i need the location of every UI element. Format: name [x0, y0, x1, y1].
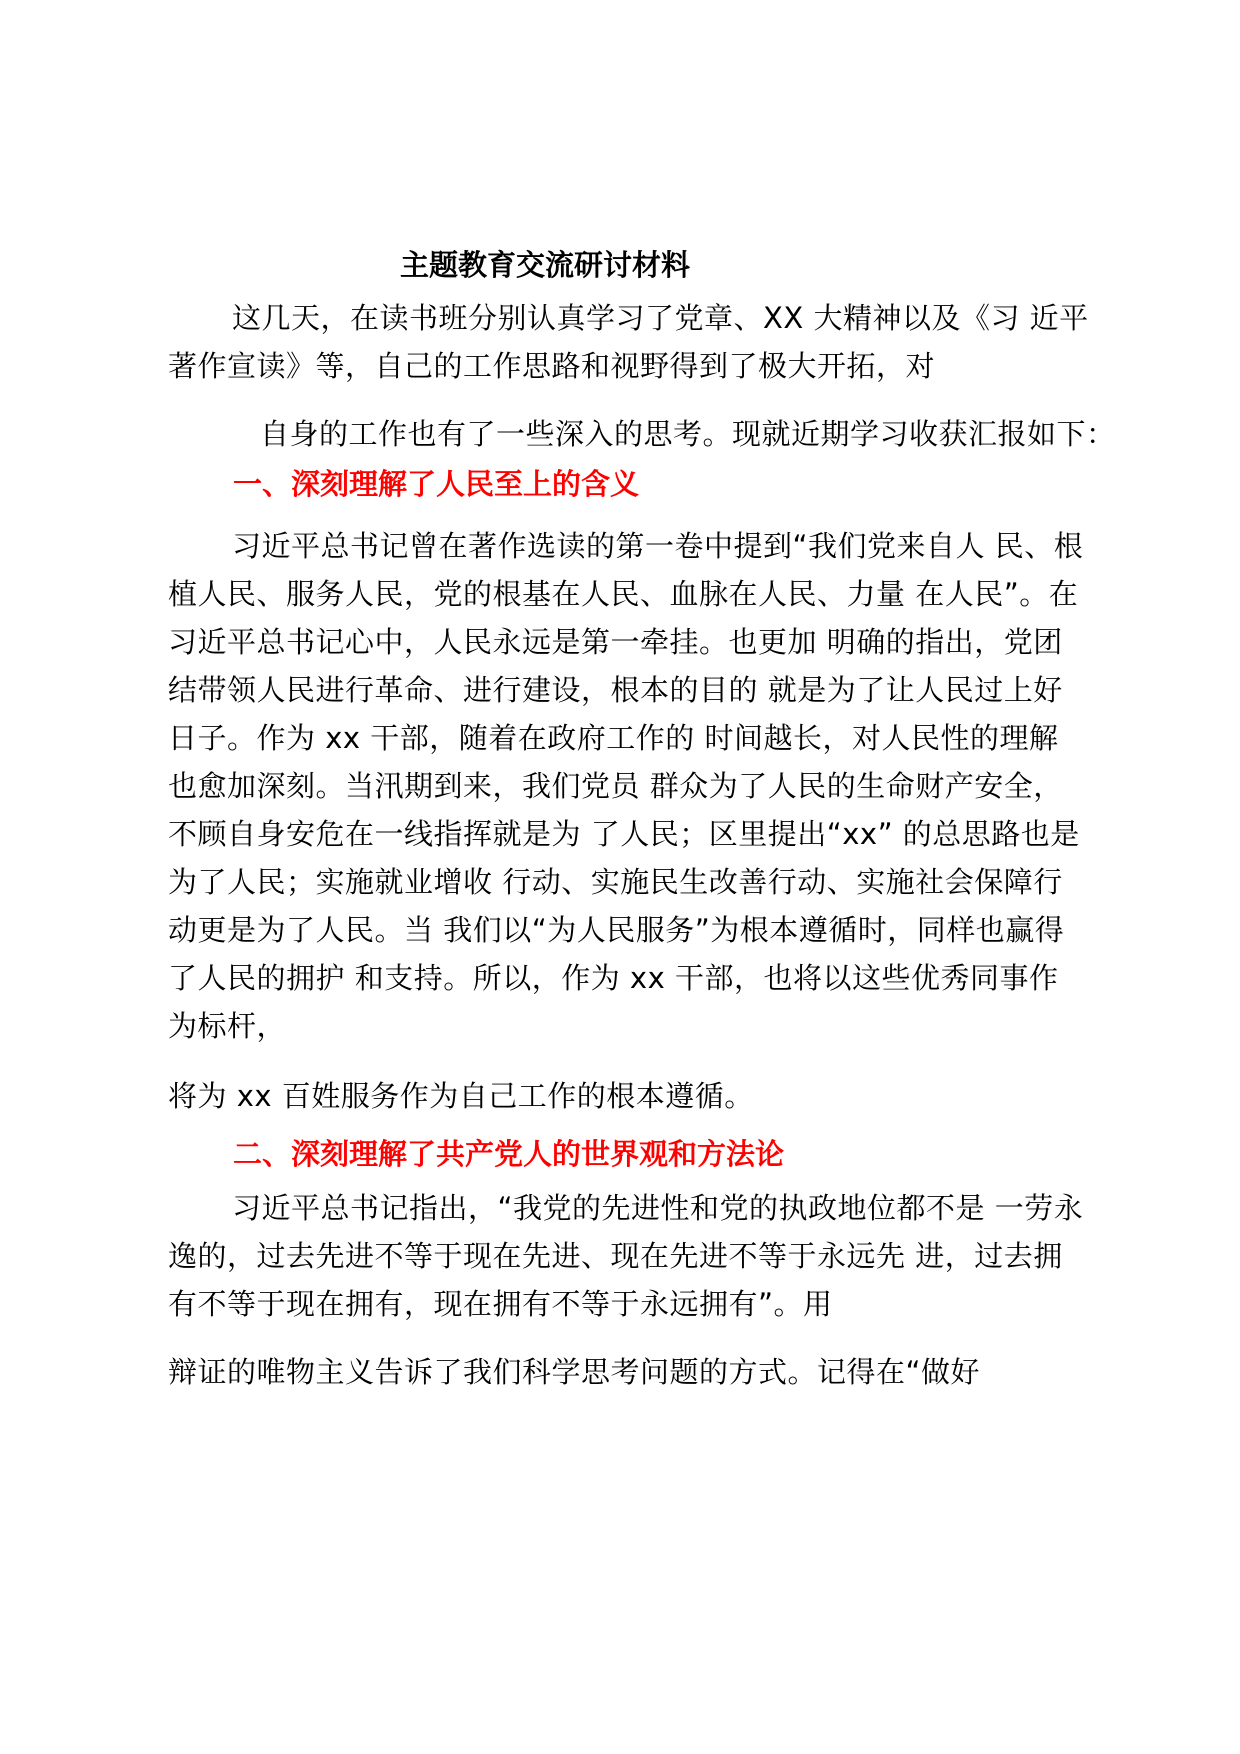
paragraph-closing: 将为 xx 百姓服务作为自己工作的根本遵循。	[168, 1079, 754, 1113]
paragraph-line: 习近平总书记曾在著作选读的第一卷中提到“我们党来自人 民、根	[232, 529, 1084, 563]
intro-line: 这几天，在读书班分别认真学习了党章、XX 大精神以及《习 近平	[232, 301, 1089, 335]
paragraph-line: 也愈加深刻。当汛期到来，我们党员 群众为了人民的生命财产安全，	[168, 769, 1063, 803]
paragraph-line: 不顾自身安危在一线指挥就是为 了人民；区里提出“xx” 的总思路也是	[168, 817, 1080, 851]
paragraph-line: 习近平总书记指出，“我党的先进性和党的执政地位都不是 一劳永	[232, 1191, 1084, 1225]
paragraph-line: 结带领人民进行革命、进行建设，根本的目的 就是为了让人民过上好	[168, 673, 1063, 707]
paragraph-closing: 辩证的唯物主义告诉了我们科学思考问题的方式。记得在“做好	[168, 1355, 981, 1389]
paragraph-line: 日子。作为 xx 干部，随着在政府工作的 时间越长，对人民性的理解	[168, 721, 1059, 755]
section-heading: 二、深刻理解了共产党人的世界观和方法论	[233, 1137, 785, 1171]
document-title: 主题教育交流研讨材料	[400, 248, 691, 282]
section-heading: 一、深刻理解了人民至上的含义	[233, 467, 640, 501]
intro-line: 自身的工作也有了一些深入的思考。现就近期学习收获汇报如下：	[260, 417, 1116, 451]
intro-line: 著作宣读》等，自己的工作思路和视野得到了极大开拓，对	[168, 349, 936, 383]
paragraph-line: 有不等于现在拥有，现在拥有不等于永远拥有”。用	[168, 1287, 833, 1321]
paragraph-line: 习近平总书记心中，人民永远是第一牵挂。也更加 明确的指出，党团	[168, 625, 1063, 659]
paragraph-line: 为了人民；实施就业增收 行动、实施民生改善行动、实施社会保障行	[168, 865, 1063, 899]
paragraph-line: 了人民的拥护 和支持。所以，作为 xx 干部，也将以这些优秀同事作	[168, 961, 1059, 995]
paragraph-line: 动更是为了人民。当 我们以“为人民服务”为根本遵循时，同样也赢得	[168, 913, 1065, 947]
paragraph-line: 植人民、服务人民，党的根基在人民、血脉在人民、力量 在人民”。在	[168, 577, 1079, 611]
paragraph-line: 为标杆，	[168, 1009, 287, 1043]
paragraph-line: 逸的，过去先进不等于现在先进、现在先进不等于永远先 进，过去拥	[168, 1239, 1063, 1273]
